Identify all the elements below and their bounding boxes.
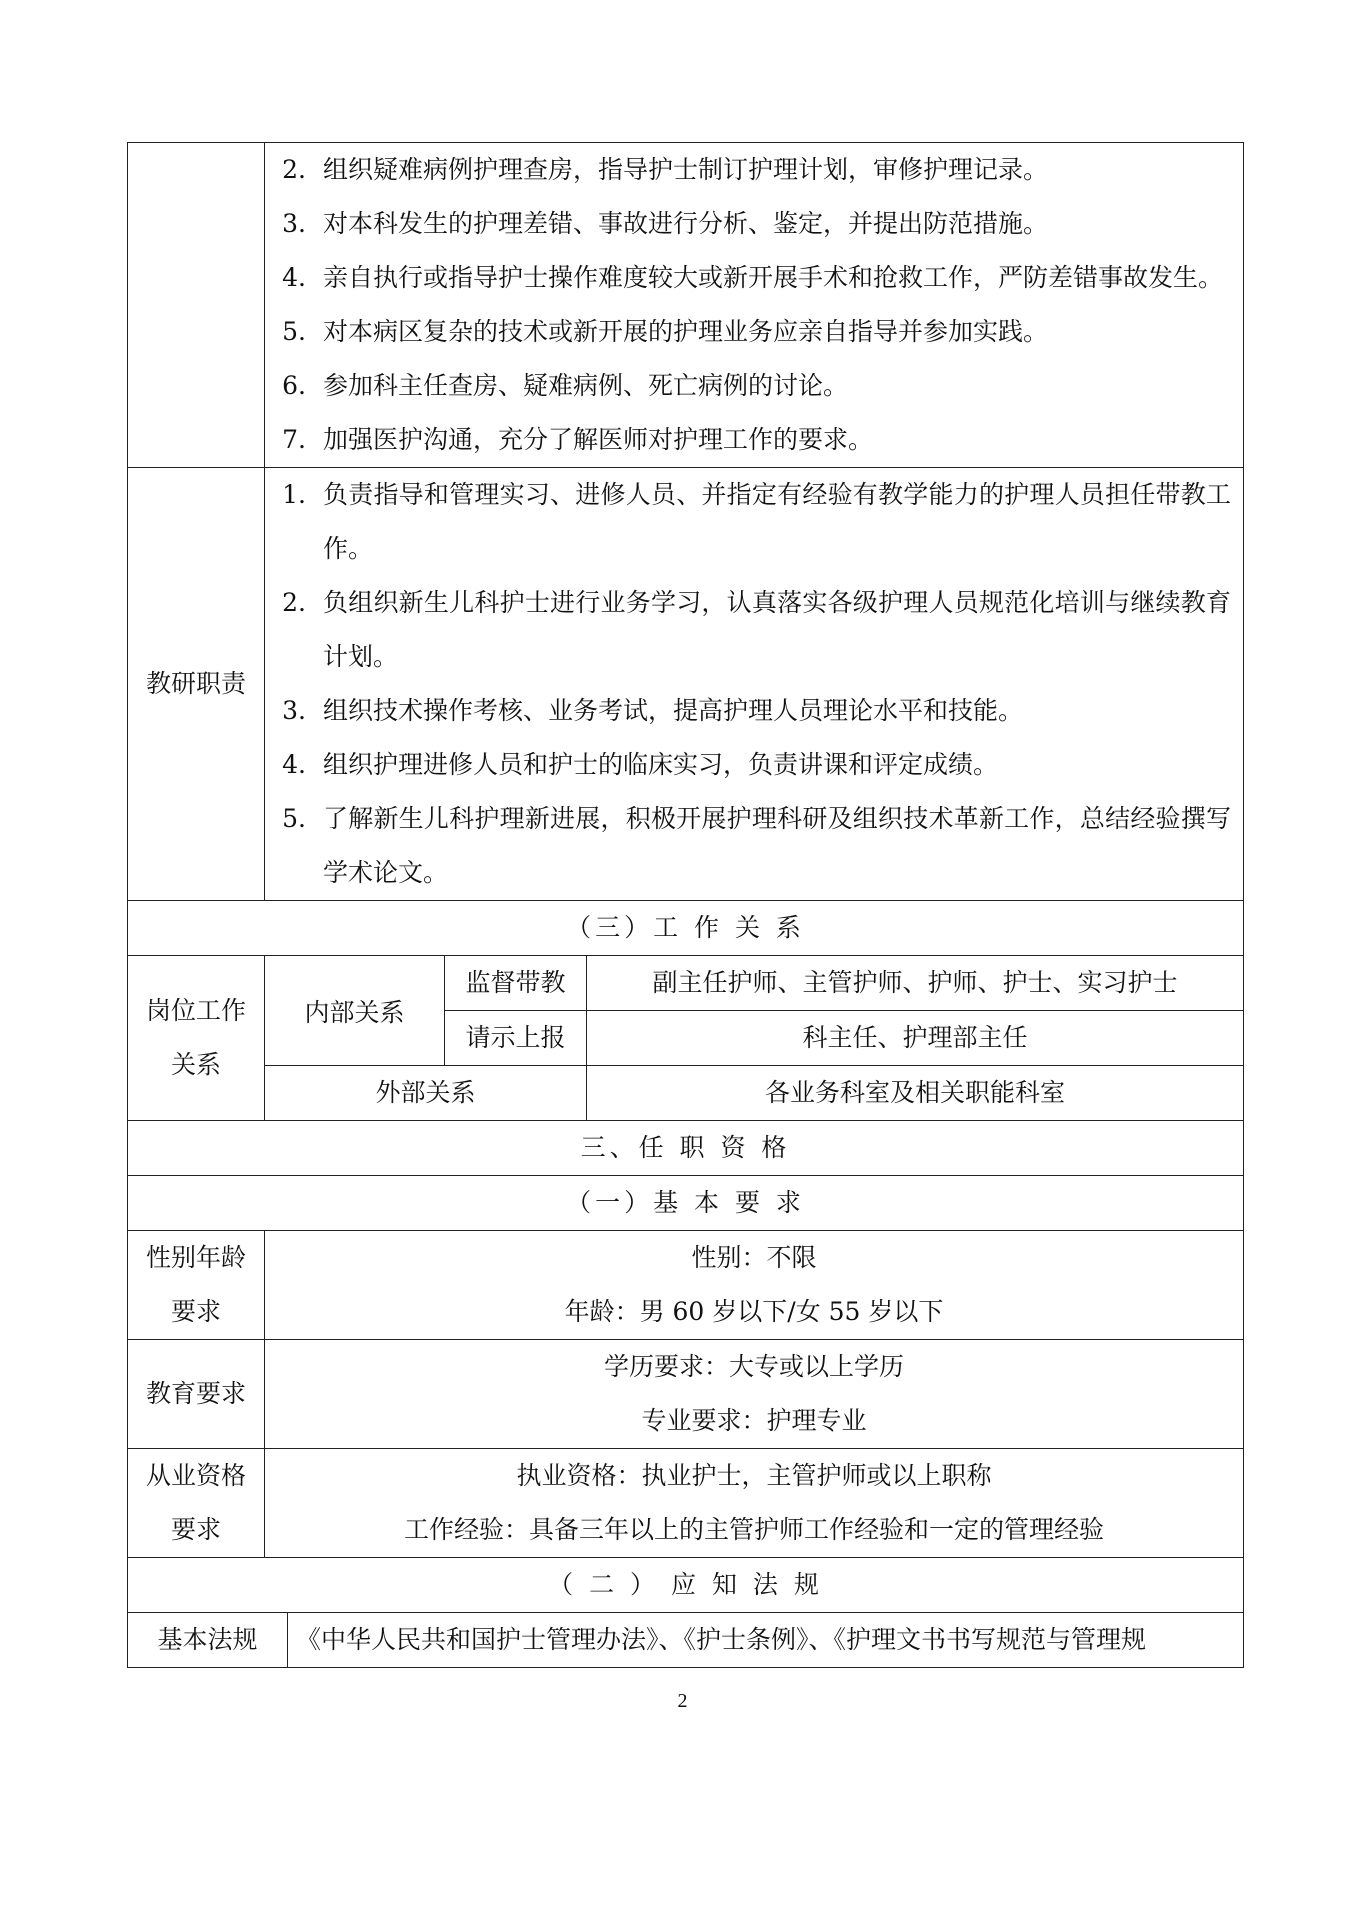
page-number: 2: [677, 1690, 688, 1712]
list-item: 4. 组织护理进修人员和护士的临床实习，负责讲课和评定成绩。: [282, 750, 999, 779]
duty-label-cell: [128, 143, 265, 468]
teaching-label: 教研职责: [128, 468, 265, 901]
external-relations-value: 各业务科室及相关职能科室: [587, 1066, 1244, 1121]
law-header-row: [128, 1558, 1244, 1613]
work-relations-header-row: [128, 901, 1244, 956]
work-relations-header: （三）工 作 关 系: [128, 901, 1244, 956]
law-text: 《中华人民共和国护士管理办法》、《护士条例》、《护理文书书写规范与管理规: [288, 1613, 1244, 1668]
job-description-table: [127, 142, 1244, 1668]
list-item: 7. 加强医护沟通，充分了解医师对护理工作的要求。: [282, 425, 874, 454]
external-relations-label: 外部关系: [265, 1066, 587, 1121]
duty-continued-row: [128, 143, 1244, 468]
qualifications-header-row: [128, 1121, 1244, 1176]
education-label: 教育要求: [128, 1340, 265, 1449]
relations-internal-supervise-row: [128, 956, 1244, 1011]
internal-relations-label: 内部关系: [265, 956, 445, 1066]
gender-age-values: 性别：不限 年龄：男 60 岁以下/女 55 岁以下: [265, 1231, 1244, 1340]
list-item: 4. 亲自执行或指导护士操作难度较大或新开展手术和抢救工作，严防差错事故发生。: [282, 263, 1224, 292]
report-value: 科主任、护理部主任: [587, 1011, 1244, 1066]
duty-list: [265, 143, 1244, 468]
list-item: 2. 组织疑难病例护理查房，指导护士制订护理计划，审修护理记录。: [282, 155, 1049, 184]
basic-requirements-header: （一）基 本 要 求: [128, 1176, 1244, 1231]
qualifications-header: 三、任 职 资 格: [128, 1121, 1244, 1176]
practice-label: 从业资格 要求: [128, 1449, 265, 1558]
teaching-row: [128, 468, 1244, 901]
law-row: [128, 1613, 1244, 1668]
report-label: 请示上报: [445, 1011, 587, 1066]
practice-row: [128, 1449, 1244, 1558]
list-item: 3. 对本科发生的护理差错、事故进行分析、鉴定，并提出防范措施。: [282, 209, 1049, 238]
relations-external-row: [128, 1066, 1244, 1121]
education-row: [128, 1340, 1244, 1449]
teaching-list: [265, 468, 1244, 901]
list-item: 3. 组织技术操作考核、业务考试，提高护理人员理论水平和技能。: [282, 696, 1024, 725]
supervise-label: 监督带教: [445, 956, 587, 1011]
supervise-value: 副主任护师、主管护师、护师、护士、实习护士: [587, 956, 1244, 1011]
gender-age-row: [128, 1231, 1244, 1340]
gender-age-label: 性别年龄 要求: [128, 1231, 265, 1340]
list-item: 5. 了解新生儿科护理新进展，积极开展护理科研及组织技术革新工作，总结经验撰写学术论文。: [282, 804, 1232, 887]
education-values: 学历要求：大专或以上学历 专业要求：护理专业: [265, 1340, 1244, 1449]
list-item: 2. 负组织新生儿科护士进行业务学习，认真落实各级护理人员规范化培训与继续教育计划。: [282, 588, 1232, 671]
list-item: 6. 参加科主任查房、疑难病例、死亡病例的讨论。: [282, 371, 849, 400]
law-label: 基本法规: [128, 1613, 288, 1668]
list-item: 5. 对本病区复杂的技术或新开展的护理业务应亲自指导并参加实践。: [282, 317, 1049, 346]
basic-requirements-header-row: [128, 1176, 1244, 1231]
practice-values: 执业资格：执业护士，主管护师或以上职称 工作经验：具备三年以上的主管护师工作经验和一定的管理经验: [265, 1449, 1244, 1558]
law-header: （ 二 ） 应 知 法 规: [128, 1558, 1244, 1613]
relations-label: 岗位工作 关系: [128, 956, 265, 1121]
list-item: 1. 负责指导和管理实习、进修人员、并指定有经验有教学能力的护理人员担任带教工作。: [282, 480, 1232, 563]
